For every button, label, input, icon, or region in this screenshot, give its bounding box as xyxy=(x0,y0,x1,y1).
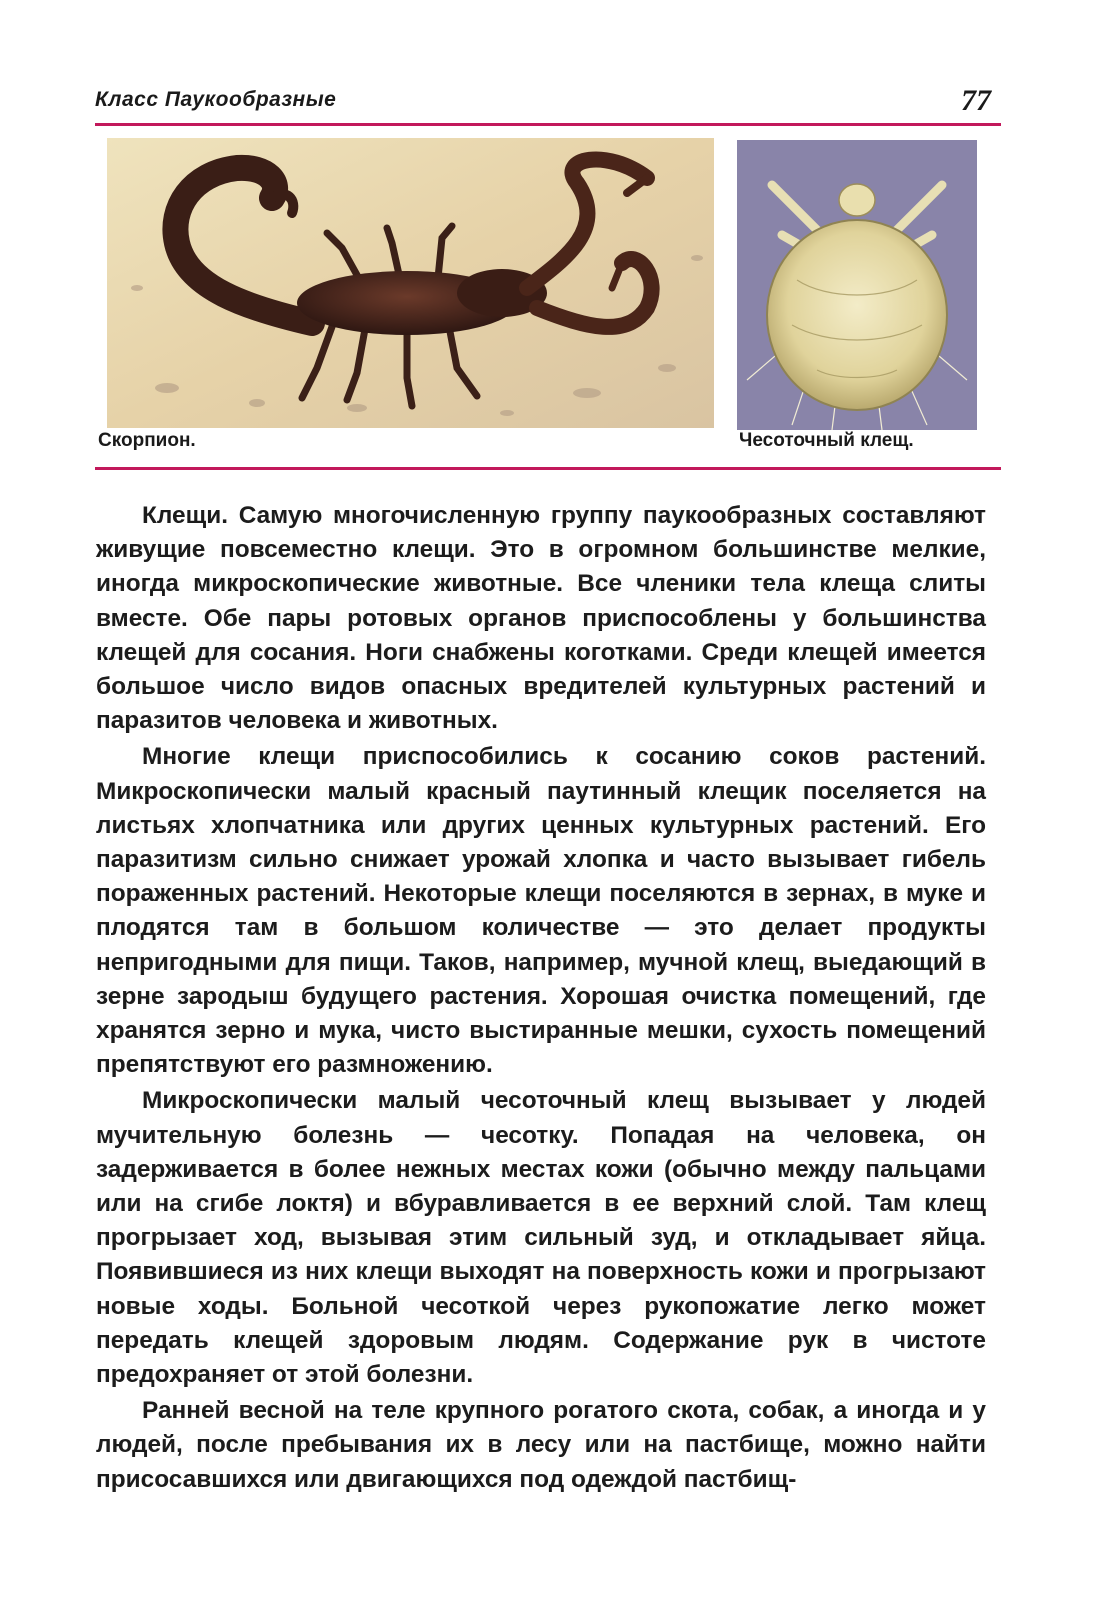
paragraph-pasture-ticks: Ранней весной на теле крупного рогатого скота, собак, а иногда и у людей, после пребывания их в лесу или на пастбище, можно найти присосавшихся или двигающихся под одеждой пастбищ- xyxy=(96,1397,986,1493)
mite-caption: Чесоточный клещ. xyxy=(739,430,914,451)
page-header xyxy=(95,84,1001,124)
paragraph-ticks xyxy=(96,499,986,738)
page-number: 77 xyxy=(961,84,991,117)
mite-illustration xyxy=(737,140,977,430)
paragraph-plant-mites: Многие клещи приспособились к сосанию соков растений. Микроскопически малый красный паутинный клещик поселяется на листьях хлопчатника или других ценных культурных растений. Его паразитизм сильно снижает урожай хлопка и часто вызывает гибель пораженных растений. Некоторые клещи поселяются в зернах, в муке и плодятся там в большом количестве — это делает продукты непригодными для пищи. Таков, например, мучной клещ, выедающий в зерне зародыш будущего растения. Хорошая очистка помещений, где хранятся зерно и мука, чисто выстиранные мешки, сухость помещений препятствуют его размножению. xyxy=(96,743,986,1079)
paragraph-scabies-mite: Микроскопически малый чесоточный клещ вызывает у людей мучительную болезнь — чесотку. Попадая на человека, он задерживается в более нежных местах кожи (обычно между пальцами или на сгибе локтя) и вбуравливается в ее верхний слой. Там клещ прогрызает ход, вызывая этим сильный зуд, и откладывает яйца. Появившиеся из них клещи выходят на поверхность кожи и прогрызают новые ходы. Больной чесоткой через рукопожатие легко может передать клещей здоровым людям. Содержание рук в чистоте предохраняет от этой болезни. xyxy=(96,1087,986,1389)
paragraph-text: Самую многочисленную группу паукообразных составляют живущие повсеместно клещи. Это в огромном большинстве мелкие, иногда микроскопические животные. Все членики тела клеща слиты вместе. Обе пары ротовых органов приспособлены у большинства клещей для сосания. Ноги снабжены коготками. Среди клещей имеется большое число видов опасных вредителей культурных растений и паразитов человека и животных. xyxy=(96,502,986,735)
running-title: Класс Паукообразные xyxy=(95,88,337,111)
scorpion-illustration xyxy=(107,138,714,428)
top-rule xyxy=(95,123,1001,126)
paragraph-lead: Клещи. xyxy=(142,502,228,529)
scorpion-caption: Скорпион. xyxy=(98,430,196,451)
body-text xyxy=(96,499,986,1499)
bottom-rule xyxy=(95,467,1001,470)
